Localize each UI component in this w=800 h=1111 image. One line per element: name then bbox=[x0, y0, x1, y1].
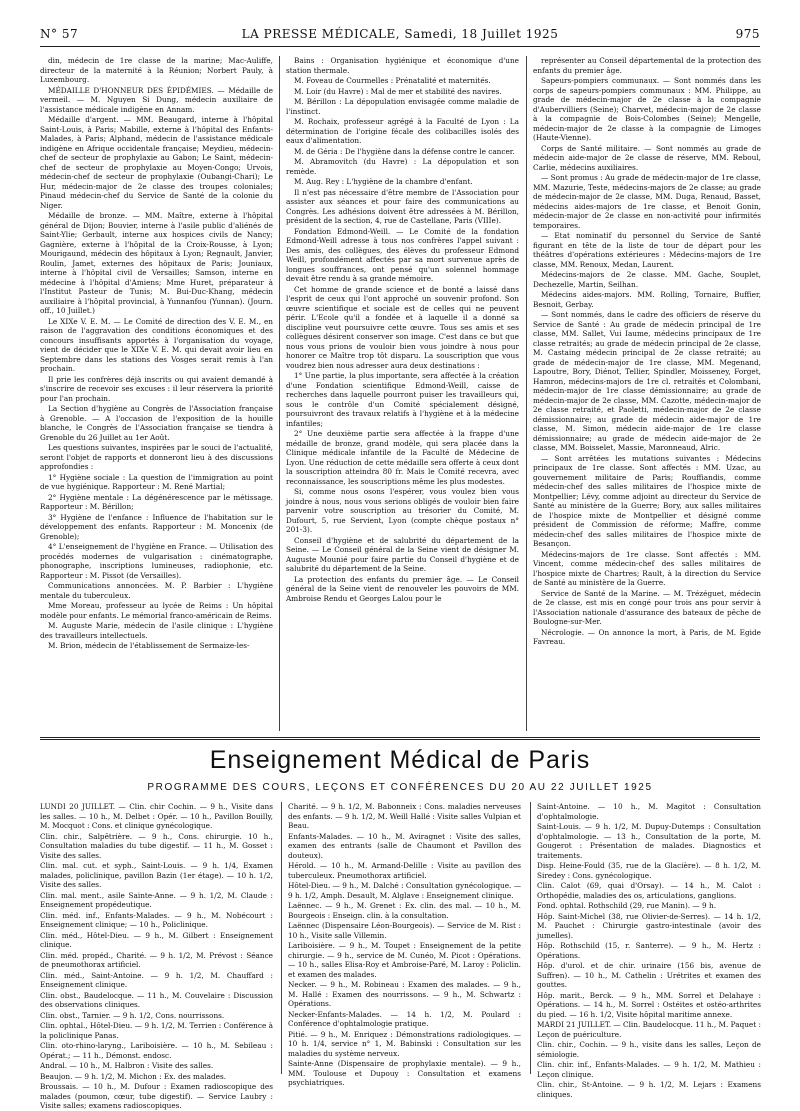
article-paragraph: — Etat nominatif du personnel du Service de Santé figurant en tête de la liste de tour de départ pour les théâtres d'opérations extérieures : Médecins-majors de 1re classe, MM. Renoux, Medan, Laurent. bbox=[533, 231, 761, 269]
article-paragraph: 1° Hygiène sociale : La question de l'immigration au point de vue hygiénique. Rapporteur : M. René Martial; bbox=[40, 472, 273, 491]
article-paragraph: Médecins-majors de 2e classe. MM. Gache, Souplet, Dechezelle, Martin, Seilhan. bbox=[533, 270, 761, 289]
article-paragraph: Il n'est pas nécessaire d'être membre de l'Association pour assister aux séances et pour faire des communications au Congrès. Les adhésions doivent être adressées à M. Bérillon, président de la section, 4, rue de Castellane, Paris (VIIIe). bbox=[286, 187, 519, 225]
schedule-entry: Necker-Enfants-Malades. — 14 h. 1/2, M. Poulard : Conférence d'ophtalmologie pratique. bbox=[288, 1009, 521, 1028]
page-number-right: 975 bbox=[735, 27, 760, 41]
article-paragraph: M. Aug. Rey : L'hygiène de la chambre d'enfant. bbox=[294, 177, 473, 186]
schedule-entry: Clin. ophtal., Hôtel-Dieu. — 9 h. 1/2, M. Terrien : Conférence à la policlinique Panas. bbox=[40, 1021, 273, 1040]
schedule-entry: LUNDI 20 JUILLET. — Clin. chir Cochin. — 9 h., Visite dans les salles. — 10 h., M. Delbet : Opér. — 10 h., Pavillon Bouilly, M. Mocquot : Cons. et clinique gynécologique. bbox=[40, 802, 273, 830]
schedule-entry: Clin. obst., Baudelocque. — 11 h., M. Couvelaire : Discussion des observations cliniques. bbox=[40, 990, 273, 1009]
schedule-entry: Saint-Louis. — 9 h. 1/2, M. Dupuy-Dutemps : Consultation d'ophtalmologie. — 13 h., Consultation de la porte, M. Gougerot : Présentation de malades. Diagnostics et traitements. bbox=[537, 822, 761, 860]
schedule-entry: Clin. oto-rhino-laryng., Lariboisière. — 10 h., M. Sebileau : Opérat.; — 11 h., Démonst. endosc. bbox=[40, 1041, 273, 1060]
schedule-entry: Broussais. — 10 h., M. Dufour : Examen radioscopique des malades (poumon, cœur, tube digestif). — Service Laubry : Visite salles; examens radioscopiques. bbox=[40, 1082, 273, 1110]
page-number-left: N° 57 bbox=[40, 27, 79, 41]
article-paragraph: Médecins aides-majors. MM. Rolling, Tornaire, Buffier, Besnoit, Gerbay. bbox=[533, 290, 761, 309]
schedule-entry: Hôp. Saint-Michel (38, rue Olivier-de-Serres). — 14 h. 1/2, M. Pauchet : Chirurgie gastro-intestinale (avoir des jumelles). bbox=[537, 911, 761, 940]
schedule-entry: Clin. chir., Cochin. — 9 h., visite dans les salles, Leçon de sémiologie. bbox=[537, 1040, 761, 1059]
section-subtitle: PROGRAMME DES COURS, LEÇONS ET CONFÉRENCES DU 20 AU 22 JUILLET 1925 bbox=[147, 782, 653, 793]
schedule-entry: Clin. chir., St-Antoine. — 9 h. 1/2, M. Lejars : Examens cliniques. bbox=[537, 1080, 761, 1099]
article-paragraph: Le XIXe V. E. M. — Le Comité de direction des V. E. M., en raison de l'aggravation des conditions économiques et des concours insuffisants apportés à l'organisation du voyage, vient de décider que le XIXe V. E. M. qui devait avoir lieu en Septembre dans les stations des Vosges serait remis à l'an prochain. bbox=[40, 316, 273, 373]
article-paragraph: Médecins-majors de 1re classe. Sont affectés : MM. Vincent, comme médecin-chef des salles militaires de l'hospice mixte de Chartres; Rault, à la direction du Service de Santé au ministère de la Guerre. bbox=[533, 549, 761, 587]
article-paragraph: 1° Une partie, la plus importante, sera affectée à la création d'une Fondation scientifique Edmond-Weill, caisse de recherches dans laquelle pourront puiser les travailleurs qui, sous le contrôle d'un Comité spécialement désigné, poursuivront des travaux relatifs à l'hygiène et à la médecine infantiles; bbox=[286, 371, 519, 428]
header-rule bbox=[40, 46, 760, 47]
schedule-entry: Necker. — 9 h., M. Robineau : Examen des malades. — 9 h., M. Hallé : Examen des nourrissons. — 9 h., M. Schwartz : Opérations. bbox=[288, 980, 521, 1008]
schedule-entry: Disp. Heine-Fould (35, rue de la Glacière). — 8 h. 1/2, M. Siredey : Cons. gynécologique. bbox=[537, 861, 761, 880]
article-paragraph: Bains : Organisation hygiénique et économique d'une station thermale. bbox=[286, 56, 519, 75]
article-paragraph: M. Rochaix, professeur agrégé à la Faculté de Lyon : La détermination de l'origine fécale des colibacilles isolés des eaux d'alimentation. bbox=[286, 117, 519, 145]
article-paragraph: M. de Géria : De l'hygiène dans la défense contre le cancer. bbox=[294, 146, 515, 156]
article-paragraph: — Sont nommés, dans le cadre des officiers de réserve du Service de Santé : Au grade de médecin principal de 1re classe, MM. Sallet, Vui Iaume, médecins principaux de 1re classe retraités; au grade de médecin principal de 2e classe, M. Castaing médecin principal de 2e classe retraité; au grade de médecin-major de 1re classe, MM. Megenand, Lapoutre, Bory, Diénot, Tellier, Spindler, Moisseney, Forget, Hamron, médecins-majors de 1re cl. retraités et Colombani, médecin-major de 1re classe démissionnaire; au grade de médecin-major de 2e classe, MM. Cazotte, médecin-major de 2e classe retraité, et Paoletti, médecin-major de 2e classe démissionnaire; au grade de médecin aide-major de 1re classe, M. Simon, médecin aide-major de 1re classe démissionnaire; au grade de médecin aide-major de 2e classe, MM. Boisselet, Massie, Maronneaud, Alric. bbox=[533, 310, 761, 452]
schedule-entry: Sainte-Anne (Dispensaire de prophylaxie mentale). — 9 h., MM. Toulouse et Dupouy : Consultation et examens psychiatriques. bbox=[288, 1059, 521, 1087]
article-paragraph: — Sont promus : Au grade de médecin-major de 1re classe, MM. Mazurie, Teste, médecins-majors de 2e classe; au grade de médecin-major de 2e classe, MM. Duga, Renaud, Basset, médecins aides-majors de 1re classe, et Benoit Gonin, médecin-major de 2e classe en non-activité pour infirmités temporaires. bbox=[533, 173, 761, 230]
article-paragraph: représenter au Conseil départemental de la protection des enfants du premier âge. bbox=[533, 56, 761, 75]
schedule-entry: MARDI 21 JUILLET. — Clin. Baudelocque. 11 h., M. Paquet : Leçon de puériculture. bbox=[537, 1020, 761, 1039]
column-divider bbox=[281, 802, 282, 1074]
article-paragraph: Conseil d'hygiène et de salubrité du département de la Seine. — Le Conseil général de la Seine vient de désigner M. Auguste Mounié pour faire partie du Conseil d'hygiène et de salubrité du département de la Seine. bbox=[286, 535, 519, 573]
schedule-entry: Clin. chir. inf., Enfants-Malades. — 9 h. 1/2, M. Mathieu : Leçon clinique. bbox=[537, 1060, 761, 1079]
schedule-entry: Laënnec. — 9 h., M. Grenet : Ex. clin. des mal. — 10 h., M. Bourgeois : Enseign. clin. à la consultation. bbox=[288, 901, 521, 920]
article-paragraph: Service de Santé de la Marine. — M. Trézéguet, médecin de 2e classe, est mis en congé pour trois ans pour servir à l'Association nationale d'assurance des bateaux de pêche de Boulogne-sur-Mer. bbox=[533, 588, 761, 626]
schedule-entry: Clin. obst., Tarnier. — 9 h. 1/2, Cons. nourrissons. bbox=[40, 1010, 225, 1020]
schedule-entry: Clin. méd. propéd., Charité. — 9 h. 1/2, M. Prévost : Séance de pneumothorax artificiel. bbox=[40, 950, 273, 969]
schedule-entry: Hôtel-Dieu. — 9 h., M. Dalché : Consultation gynécologique. — 9 h. 1/2, Amph. Desault, M. Alglave : Enseignement clinique. bbox=[288, 881, 521, 900]
schedule-entry: Lariboisière. — 9 h., M. Toupet : Enseignement de la petite chirurgie. — 9 h., service de M. Cunéo, M. Picot : Opérations. — 10 h., salles Elisa-Roy et Ambroise-Paré, M. Laroy : Policlin. et examen des malades. bbox=[288, 941, 521, 979]
schedule-entry: Clin. méd. inf., Enfants-Malades. — 9 h., M. Nobécourt : Enseignement clinique; — 10 h., Policlinique. bbox=[40, 910, 273, 929]
article-paragraph: Les questions suivantes, inspirées par le souci de l'actualité, seront l'objet de rapports et donneront lieu à des discussions approfondies : bbox=[40, 443, 273, 471]
schedule-entry: Clin. méd., Hôtel-Dieu. — 9 h., M. Gilbert : Enseignement clinique. bbox=[40, 930, 273, 949]
schedule-entry: Enfants-Malades. — 10 h., M. Aviragnet : Visite des salles, examen des entrants (salle de Chaumont et Pavillon des douteux). bbox=[288, 831, 521, 860]
schedule-entry: Pitié. — 9 h., M. Enriquez : Démonstrations radiologiques. — 10 h. 1/4, service n° 1, M. Babinski : Consultation sur les maladies du système nerveux. bbox=[288, 1029, 521, 1058]
schedule-column-3 bbox=[537, 802, 761, 1099]
article-paragraph: 2° Une deuxième partie sera affectée à la frappe d'une médaille de bronze, grand modèle, qui sera placée dans la Clinique médicale infantile de la Faculté de Médecine de Lyon. Une réduction de cette médaille sera offerte à ceux dont la souscription atteindra 80 fr. Mais le Comité recevra, avec reconnaissance, les souscriptions même les plus modestes. bbox=[286, 429, 519, 486]
article-paragraph: La Section d'hygiène au Congrès de l'Association française à Grenoble. — A l'occasion de l'exposition de la houille blanche, le Congrès de l'Association française se tiendra à Grenoble du 26 Juillet au 1er Août. bbox=[40, 404, 273, 442]
article-column-3 bbox=[533, 56, 761, 731]
column-divider bbox=[526, 56, 527, 731]
article-paragraph: 2° Hygiène mentale : La dégénérescence par le métissage. Rapporteur : M. Bérillon; bbox=[40, 492, 273, 511]
column-divider bbox=[279, 56, 280, 731]
column-divider bbox=[530, 802, 531, 1074]
schedule-entry: Laënnec (Dispensaire Léon-Bourgeois). — Service de M. Rist : 10 h., Visite salle Villemin. bbox=[288, 921, 521, 940]
article-paragraph: M. Loir (du Havre) : Mal de mer et stabilité des navires. bbox=[294, 86, 502, 96]
article-paragraph: MÉDAILLE D'HONNEUR DES ÉPIDÉMIES. — Médaille de vermeil. — M. Nguyen Si Dung, médecin auxiliaire de l'assistance médicale indigène en Annam. bbox=[40, 85, 273, 114]
schedule-entry: Clin. mal. ment., asile Sainte-Anne. — 9 h. 1/2, M. Claude : Enseignement propédeutique. bbox=[40, 890, 273, 909]
article-paragraph: — Sont arrêtées les mutations suivantes : Médecins principaux de 1re classe. Sont affectés : MM. Uzac, au gouvernement militaire de Paris; Rouffiandis, comme médecin-chef des salles militaires de l'hospice mixte de Montpellier; Lévy, comme adjoint au directeur du Service de Santé au ministère de la Guerre; Bory, aux salles militaires de l'hospice mixte de Montpellier et désigné comme président de Commission de réforme; Maffre, comme médecin-chef des salles militaires de l'hospice mixte de Besançon. bbox=[533, 453, 761, 548]
schedule-entry: Beaujon. — 9 h. 1/2, M. Michon : Ex. des malades. bbox=[40, 1071, 227, 1081]
schedule-entry: Saint-Antoine. — 10 h., M. Magitot : Consultation d'ophtalmologie. bbox=[537, 802, 761, 821]
article-paragraph: 4° L'enseignement de l'hygiène en France. — Utilisation des procédés modernes de vulgarisation : cinématographe, phonographe, inscriptions lumineuses, radiophonie, etc. Rapporteur : M. Pissot (de Versailles). bbox=[40, 542, 273, 580]
schedule-entry: Clin. méd., Saint-Antoine. — 9 h. 1/2, M. Chauffard : Enseignement clinique. bbox=[40, 970, 273, 989]
journal-title: LA PRESSE MÉDICALE, Samedi, 18 Juillet 1925 bbox=[241, 27, 559, 41]
schedule-entry: Clin. chir., Salpêtrière. — 9 h., Cons. chirurgie. 10 h., Consultation maladies du tube digestif. — 11 h., M. Gosset : Visite des salles. bbox=[40, 831, 273, 860]
article-paragraph: Médaille de bronze. — MM. Maître, externe à l'hôpital général de Dijon; Bouvier, interne à l'asile public d'aliénés de Saint-Ylie; Gerbault, interne aux hospices civils de Nancy; Gagnière, externe à l'hôpital de la Croix-Rousse, à Lyon; Mourigaund, médecin des hôpitaux à Lyon; Regnault, Janvier, Roulin, Jamet, externes des hôpitaux de Paris; Jouniaux, interne à l'hôpital civil de Versailles; Samson, interne en médecine à l'hôpital d'Amiens; Mme Huret, préparateur à l'Institut Pasteur de Tunis; M. Bui-Duc-Khang, médecin auxiliaire à l'hôpital provincial, à Yunnanfou (Yunnan). (Journ. off., 10 Juillet.) bbox=[40, 211, 273, 315]
page-header bbox=[40, 27, 760, 43]
schedule-entry: Fond. ophtal. Rothschild (29, rue Manin). — 9 h. bbox=[537, 901, 717, 910]
article-paragraph: Communications annoncées. M. P. Barbier : L'hygiène mentale du tuberculeux. bbox=[40, 581, 273, 600]
article-column-1 bbox=[40, 56, 273, 731]
section-title: Enseignement Médical de Paris bbox=[209, 746, 591, 774]
article-column-2 bbox=[286, 56, 519, 731]
section-rule-top bbox=[40, 737, 760, 738]
article-paragraph: Corps de Santé militaire. — Sont nommés au grade de médecin aide-major de 2e classe de réserve, MM. Reboul, Carlie, médecins auxiliaires. bbox=[533, 143, 761, 172]
section-rule-top-2 bbox=[40, 739, 760, 740]
article-paragraph: La protection des enfants du premier âge. — Le Conseil général de la Seine vient de renouveler les pouvoirs de MM. Ambroise Rendu et Georges Lalou pour le bbox=[286, 574, 519, 603]
schedule-entry: Hôp. Rothschild (15, r. Santerre). — 9 h., M. Hertz : Opérations. bbox=[537, 941, 761, 960]
article-paragraph: Mme Moreau, professeur au lycée de Reims : Un hôpital modèle pour enfants. Le mémorial franco-américain de Reims. bbox=[40, 601, 273, 620]
article-paragraph: din, médecin de 1re classe de la marine; Mac-Auliffe, directeur de la maternité à la Réunion; Norbert Pauly, à Luxembourg. bbox=[40, 56, 273, 84]
article-paragraph: 3° Hygiène de l'enfance : Influence de l'habitation sur le développement des enfants. Rapporteur : M. Moncenix (de Grenoble); bbox=[40, 512, 273, 541]
schedule-entry: Hérold. — 10 h., M. Armand-Delille : Visite au pavillon des tuberculeux. Pneumothorax artificiel. bbox=[288, 861, 521, 880]
schedule-entry: Clin. mal. cut. et syph., Saint-Louis. — 9 h. 1/4, Examen malades, policlinique, pavillon Bazin (1er étage). — 10 h. 1/2, Visite des salles. bbox=[40, 861, 273, 889]
article-paragraph: Il prie les confrères déjà inscrits ou qui avaient demandé à s'inscrire de recevoir ses excuses : il leur réservera la priorité pour l'an prochain. bbox=[40, 374, 273, 403]
article-paragraph: Si, comme nous osons l'espérer, vous voulez bien vous joindre à nous, nous vous serions obligés de vouloir bien faire parvenir votre souscription au trésorier du Comité, M. Dufourt, 5, rue Servient, Lyon (compte chèque postaux n° 201-3). bbox=[286, 487, 519, 534]
schedule-entry: Hôp. d'urol. et de chir. urinaire (156 bis, avenue de Suffren). — 10 h., M. Cathelin : Urétrites et examen des gouttes. bbox=[537, 961, 761, 989]
article-paragraph: Fondation Edmond-Weill. — Le Comité de la fondation Edmond-Weill adresse à tous nos confrères l'appel suivant : Des amis, des collègues, des élèves du professeur Edmond Weill, profondément affectés par sa mort survenue après de longues souffrances, ont pensé qu'un solennel hommage devait être rendu à sa grande mémoire. bbox=[286, 226, 519, 283]
article-paragraph: Sapeurs-pompiers communaux. — Sont nommés dans les corps de sapeurs-pompiers communaux : MM. Philippe, au grade de médecin-major de 2e classe à la compagnie d'Aubervilliers (Seine); Charvet, médecin-major de 2e classe à la compagnie de Bois-Colombes (Seine); Mengelle, médecin-major de 2e classe à la compagnie de Limoges (Haute-Vienne). bbox=[533, 76, 761, 142]
schedule-column-1 bbox=[40, 802, 273, 1110]
article-paragraph: M. Auguste Marie, médecin de l'asile clinique : L'hygiène des travailleurs intellectuels. bbox=[40, 621, 273, 640]
schedule-entry: Hôp. marit., Berck. — 9 h., MM. Sorrel et Delahaye : Opérations. — 14 h., M. Sorrel : Ostéites et ostéo-arthrites du pied. — 16 h. 1/2, Visite hôpital maritime annexe. bbox=[537, 990, 761, 1019]
article-paragraph: Médaille d'argent. — MM. Beaugard, interne à l'hôpital Saint-Louis, à Paris; Mabille, externe à l'hôpital des Enfants-Malades, à Paris; Alphand, médecin de l'assistance médicale indigène en Afrique occidentale française; Meydieu, médecin-chef de secteur de prophylaxie au Gabon; Le Saint, médecin-chef de secteur de prophylaxie au Moyen-Congo; Urvois, médecin-chef de secteur de prophylaxie (Oubangi-Chari); Le Hur, médecin-major de 2e classe des troupes coloniales; Pinaud médecin-chef du Service de Santé de la colonie du Niger. bbox=[40, 115, 273, 210]
schedule-entry: Charité. — 9 h. 1/2, M. Babonneix : Cons. maladies nerveuses des enfants. — 9 h. 1/2, M. Weill Hallé : Visite salles Vulpian et Beau. bbox=[288, 802, 521, 830]
article-paragraph: M. Bérillon : La dépopulation envisagée comme maladie de l'instinct. bbox=[286, 97, 519, 116]
article-paragraph: Nécrologie. — On annonce la mort, à Paris, de M. Egide Favreau. bbox=[533, 627, 761, 646]
schedule-column-2 bbox=[288, 802, 521, 1087]
article-paragraph: M. Brion, médecin de l'établissement de Sermaize-les- bbox=[48, 641, 250, 650]
schedule-entry: Andral. — 10 h., M. Halbron : Visite des salles. bbox=[40, 1061, 214, 1070]
schedule-entry: Clin. Calot (69, quai d'Orsay). — 14 h., M. Calot : Orthopédie, maladies des os, articulations, ganglions. bbox=[537, 881, 761, 900]
article-paragraph: M. Abramovitch (du Havre) : La dépopulation et son remède. bbox=[286, 157, 519, 176]
article-paragraph: M. Foveau de Courmelles : Prénatalité et maternités. bbox=[294, 76, 491, 85]
article-paragraph: Cet homme de grande science et de bonté a laissé dans l'esprit de ceux qui l'ont approché un souvenir profond. Son œuvre scientifique et sociale est de celles qui ne peuvent périr. L'Ecole qu'il a fondée et à laquelle il a donné sa discipline veut poursuivre cette œuvre. Tous ses amis et ses collègues désirent conserver son image. C'est dans ce but que nous vous prions de vouloir bien vous joindre à nous pour honorer ce Maître trop tôt disparu. La souscription que vous voudrez bien nous adresser aura deux destinations : bbox=[286, 284, 519, 370]
